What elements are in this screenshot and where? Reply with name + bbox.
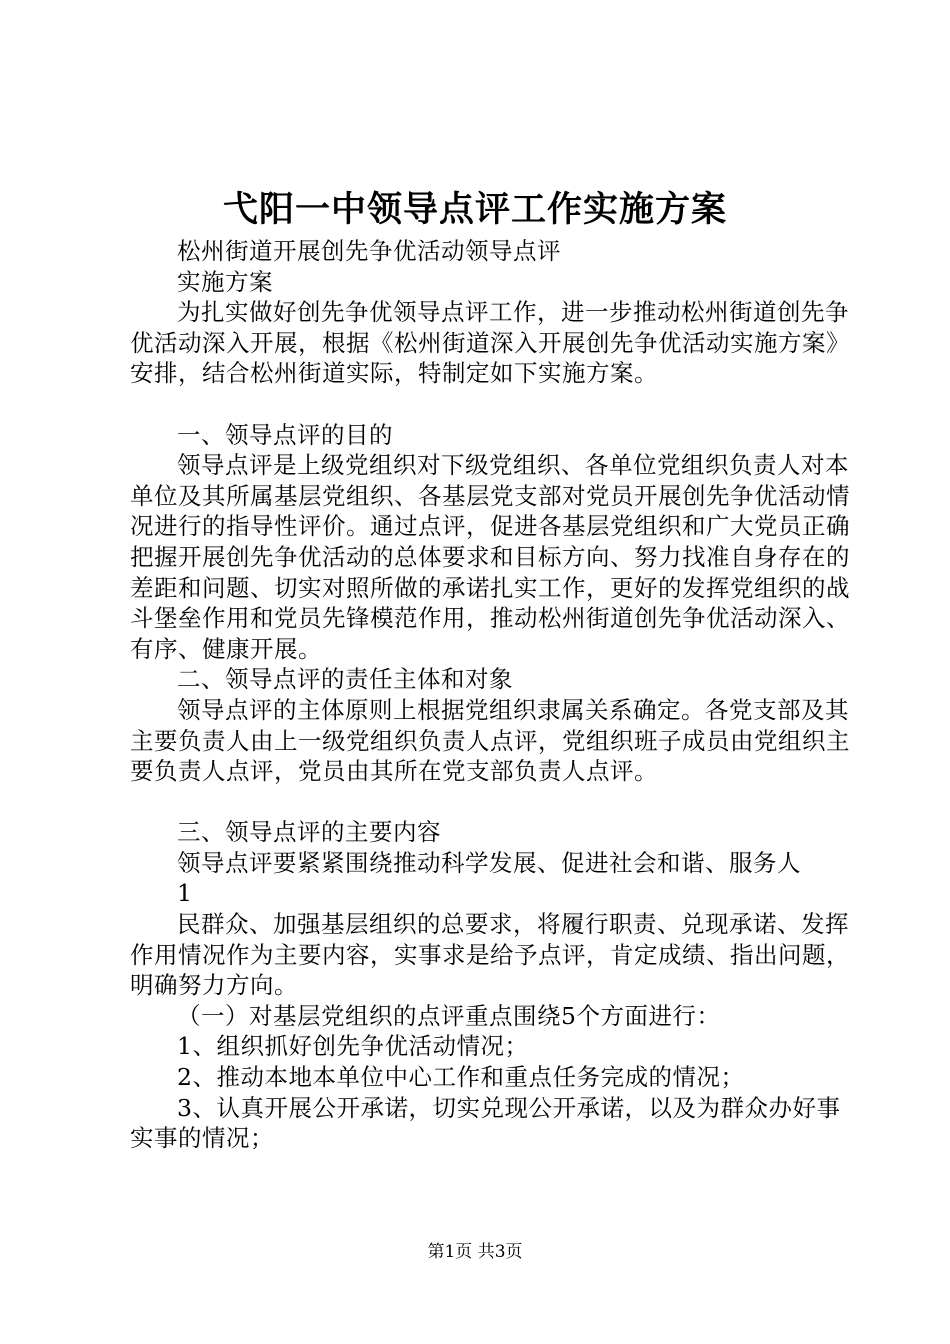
list-item-2: 2、推动本地本单位中心工作和重点任务完成的情况； [177, 1063, 745, 1092]
subsection-heading-1: （一）对基层党组织的点评重点围绕5个方面进行： [177, 1001, 721, 1030]
document-body [130, 236, 850, 1154]
section-3-paragraph-b: 民群众、加强基层组织的总要求，将履行职责、兑现承诺、发挥作用情况作为主要内容，实事求是给予点评，肯定成绩、指出问题，明确努力方向。 [130, 910, 850, 1000]
spacer [130, 787, 850, 818]
intro-paragraph: 为扎实做好创先争优领导点评工作，进一步推动松州街道创先争优活动深入开展，根据《松州街道深入开展创先争优活动实施方案》安排，结合松州街道实际，特制定如下实施方案。 [130, 298, 850, 388]
subtitle-line-1: 松州街道开展创先争优活动领导点评 [177, 237, 561, 265]
section-1-paragraph: 领导点评是上级党组织对下级党组织、各单位党组织负责人对本单位及其所属基层党组织、各基层党支部对党员开展创先争优活动情况进行的指导性评价。通过点评，促进各基层党组织和广大党员正确把握开展创先争优活动的总体要求和目标方向、努力找准自身存在的差距和问题、切实对照所做的承诺扎实工作，更好的发挥党组织的战斗堡垒作用和党员先锋模范作用，推动松州街道创先争优活动深入、有序、健康开展。 [130, 451, 850, 663]
section-heading-2: 二、领导点评的责任主体和对象 [177, 665, 513, 694]
list-item-1: 1、组织抓好创先争优活动情况； [177, 1032, 529, 1061]
section-2-paragraph: 领导点评的主体原则上根据党组织隶属关系确定。各党支部及其主要负责人由上一级党组织负责人点评，党组织班子成员由党组织主要负责人点评，党员由其所在党支部负责人点评。 [130, 695, 850, 786]
section-heading-1: 一、领导点评的目的 [177, 420, 393, 449]
subtitle-line-2: 实施方案 [177, 267, 273, 296]
inline-page-number: 1 [177, 879, 193, 908]
section-heading-3: 三、领导点评的主要内容 [177, 818, 441, 847]
spacer [130, 389, 850, 420]
section-3-paragraph-a: 领导点评要紧紧围绕推动科学发展、促进社会和谐、服务人 [177, 848, 801, 877]
list-item-3: 3、认真开展公开承诺，切实兑现公开承诺，以及为群众办好事实事的情况； [130, 1093, 841, 1153]
document-title: 弋阳一中领导点评工作实施方案 [222, 189, 727, 230]
page-footer: 第1页 共3页 [427, 1242, 523, 1262]
